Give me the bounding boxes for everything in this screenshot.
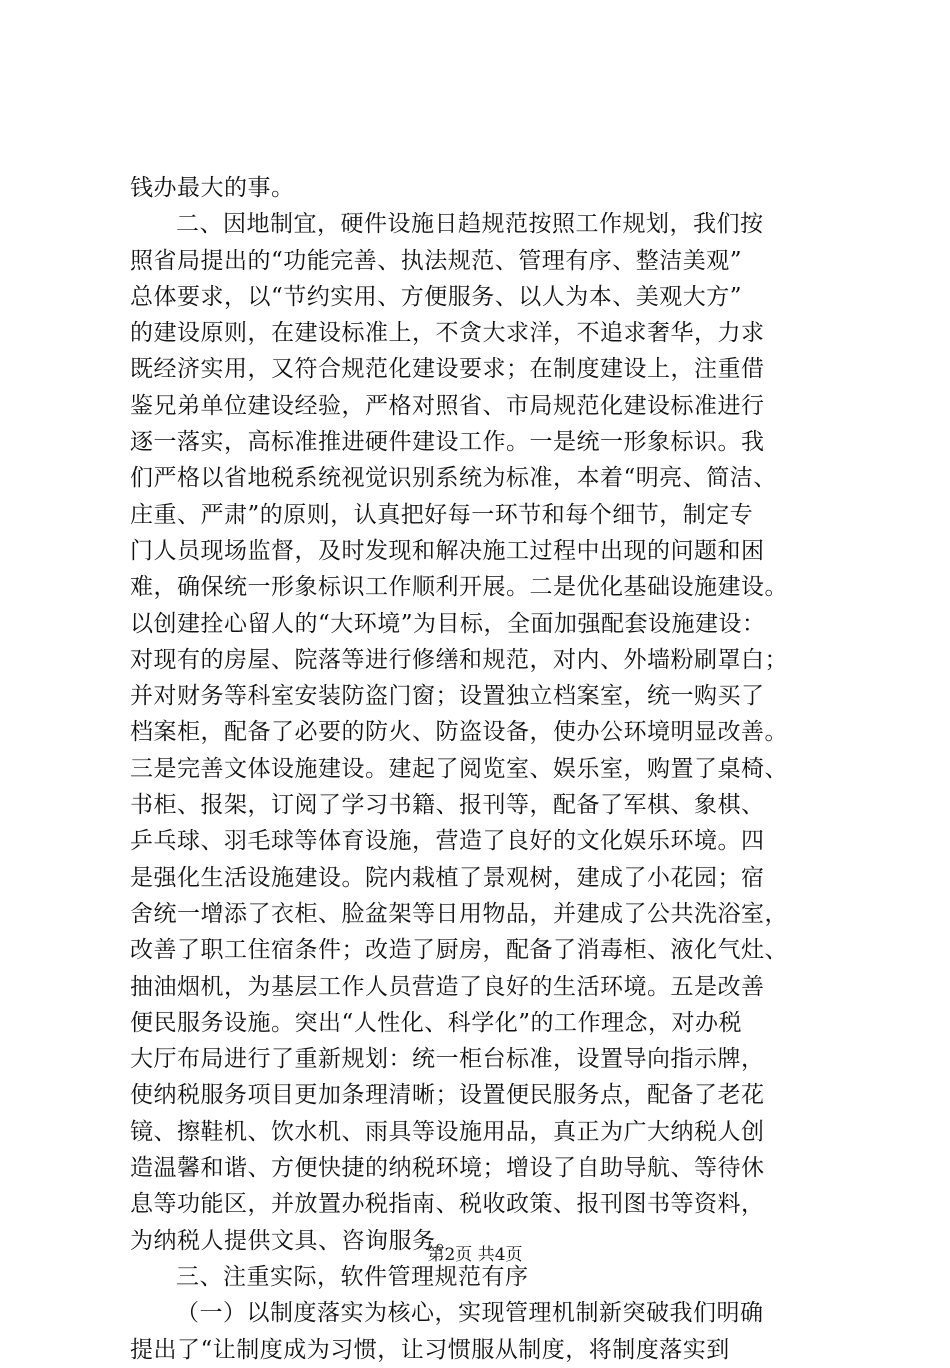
- text-line: 门人员现场监督，及时发现和解决施工过程中出现的问题和困: [130, 537, 765, 564]
- text-line: 钱办最大的事。: [130, 175, 295, 201]
- text-line: 提出了“让制度成为习惯，让习惯服从制度，将制度落实到: [130, 1336, 730, 1363]
- text-line: 并对财务等科室安装防盗门窗；设置独立档案室，统一购买了: [130, 683, 765, 710]
- text-line: 逐一落实，高标准推进硬件建设工作。一是统一形象标识。我: [130, 429, 765, 456]
- text-line: 们严格以省地税系统视觉识别系统为标准，本着“明亮、简洁、: [130, 465, 777, 492]
- text-line: 对现有的房屋、院落等进行修缮和规范，对内、外墙粉刷罩白；: [130, 646, 788, 673]
- text-line: 书柜、报架，订阅了学习书籍、报刊等，配备了军棋、象棋、: [130, 792, 765, 819]
- text-line: 镜、擦鞋机、饮水机、雨具等设施用品，真正为广大纳税人创: [130, 1118, 765, 1145]
- text-line: 鉴兄弟单位建设经验，严格对照省、市局规范化建设标准进行: [130, 392, 765, 419]
- section-heading-2: 二、因地制宜，硬件设施日趋规范按照工作规划，我们按: [176, 211, 764, 238]
- text-line: 档案柜，配备了必要的防火、防盗设备，使办公环境明显改善。: [130, 719, 788, 746]
- text-line: 抽油烟机，为基层工作人员营造了良好的生活环境。五是改善: [130, 973, 765, 1000]
- text-line: 的建设原则，在建设标准上，不贪大求洋，不追求奢华，力求: [130, 320, 765, 347]
- text-line: 为纳税人提供文具、咨询服务。: [130, 1227, 459, 1254]
- text-line: 照省局提出的“功能完善、执法规范、管理有序、整洁美观”: [130, 247, 743, 274]
- text-line: 息等功能区，并放置办税指南、税收政策、报刊图书等资料，: [130, 1191, 765, 1218]
- subsection-heading-1: （一）以制度落实为核心，实现管理机制新突破我们明确: [176, 1300, 764, 1327]
- text-line: 乒乓球、羽毛球等体育设施，营造了良好的文化娱乐环境。四: [130, 828, 765, 855]
- text-line: 便民服务设施。突出“人性化、科学化”的工作理念，对办税: [130, 1009, 743, 1036]
- text-line: 以创建拴心留人的“大环境”为目标，全面加强配套设施建设：: [130, 610, 766, 637]
- text-line: 总体要求，以“节约实用、方便服务、以人为本、美观大方”: [130, 283, 743, 310]
- text-line: 是强化生活设施建设。院内栽植了景观树，建成了小花园；宿: [130, 864, 765, 891]
- text-line: 舍统一增添了衣柜、脸盆架等日用物品，并建成了公共洗浴室，: [130, 900, 788, 927]
- text-line: 三是完善文体设施建设。建起了阅览室、娱乐室，购置了桌椅、: [130, 755, 788, 782]
- text-line: 改善了职工住宿条件；改造了厨房，配备了消毒柜、液化气灶、: [130, 937, 788, 964]
- text-line: 大厅布局进行了重新规划：统一柜台标准，设置导向指示牌，: [130, 1046, 765, 1073]
- text-line: 难，确保统一形象标识工作顺利开展。二是优化基础设施建设。: [130, 574, 788, 601]
- text-line: 造温馨和谐、方便快捷的纳税环境；增设了自助导航、等待休: [130, 1155, 765, 1182]
- text-line: 庄重、严肃”的原则，认真把好每一环节和每个细节，制定专: [130, 501, 754, 528]
- body-text: [130, 170, 830, 1368]
- section-heading-3: 三、注重实际，软件管理规范有序: [176, 1263, 529, 1290]
- page-number-footer: 第2页 共4页: [427, 1245, 523, 1265]
- text-line: 既经济实用，又符合规范化建设要求；在制度建设上，注重借: [130, 356, 765, 383]
- text-line: 使纳税服务项目更加条理清晰；设置便民服务点，配备了老花: [130, 1082, 765, 1109]
